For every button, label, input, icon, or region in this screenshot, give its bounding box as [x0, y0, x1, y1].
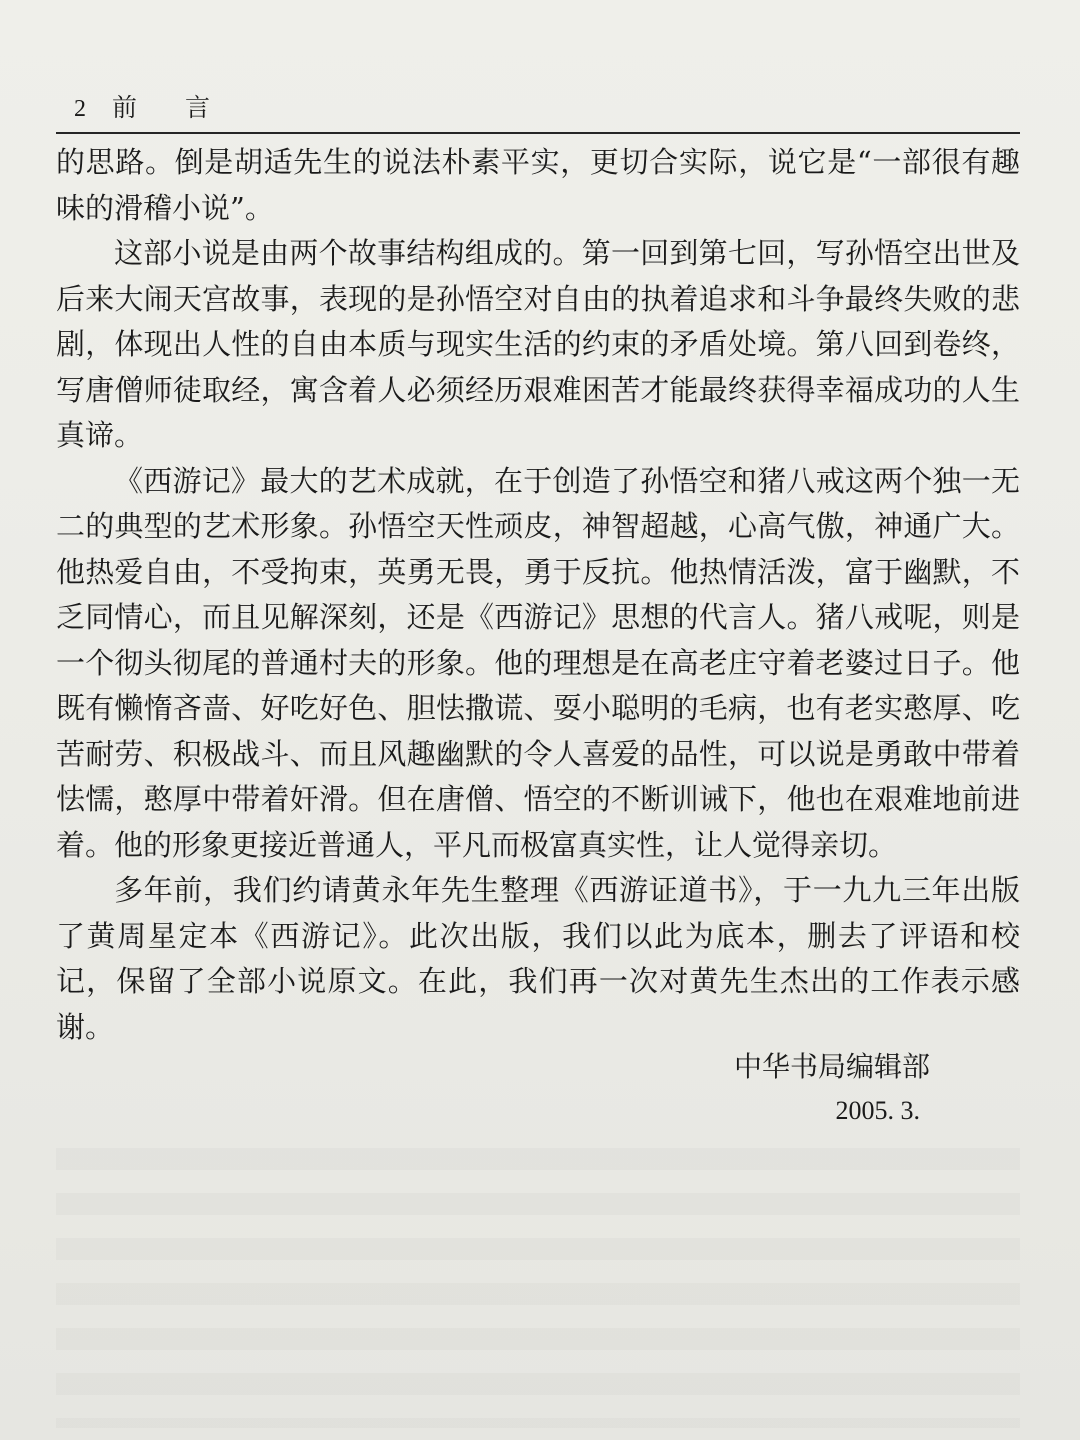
paragraph-4: 多年前，我们约请黄永年先生整理《西游证道书》，于一九九三年出版了黄周星定本《西游记》。此次出版，我们以此为底本，删去了评语和校记，保留了全部小说原文。在此，我们再一次对黄先生杰出的工作表示感谢。: [56, 873, 1020, 1044]
header-rule: [56, 132, 1020, 134]
publisher-signature: 中华书局编辑部: [733, 1050, 930, 1083]
page-header: [56, 92, 1020, 132]
paragraph-3: 《西游记》最大的艺术成就，在于创造了孙悟空和猪八戒这两个独一无二的典型的艺术形象。孙悟空天性顽皮，神智超越，心高气傲，神通广大。他热爱自由，不受拘束，英勇无畏，勇于反抗。他热情活泼，富于幽默，不乏同情心，而且见解深刻，还是《西游记》思想的代言人。猪八戒呢，则是一个彻头彻尾的普通村夫的形象。他的理想是在高老庄守着老婆过日子。他既有懒惰吝啬、好吃好色、胆怯撒谎、耍小聪明的毛病，也有老实憨厚、吃苦耐劳、积极战斗、而且风趣幽默的令人喜爱的品性，可以说是勇敢中带着怯懦，憨厚中带着奸滑。但在唐僧、悟空的不断训诫下，他也在艰难地前进着。他的形象更接近普通人，平凡而极富真实性，让人觉得亲切。: [56, 463, 1020, 862]
paragraph-2: 这部小说是由两个故事结构组成的。第一回到第七回，写孙悟空出世及后来大闹天宫故事，表现的是孙悟空对自由的执着追求和斗争最终失败的悲剧，体现出人性的自由本质与现实生活的约束的矛盾处境。第八回到卷终，写唐僧师徒取经，寓含着人必须经历艰难困苦才能最终获得幸福成功的人生真谛。: [56, 236, 1020, 452]
page-number: 2: [74, 96, 86, 122]
body-text: [56, 140, 1020, 1050]
bleed-through-texture: [56, 1148, 1020, 1428]
publication-date: 2005. 3.: [835, 1096, 920, 1125]
running-title: 前言: [112, 93, 259, 122]
paragraph-1: 的思路。倒是胡适先生的说法朴素平实，更切合实际，说它是“一部很有趣味的滑稽小说”。: [56, 145, 1020, 225]
